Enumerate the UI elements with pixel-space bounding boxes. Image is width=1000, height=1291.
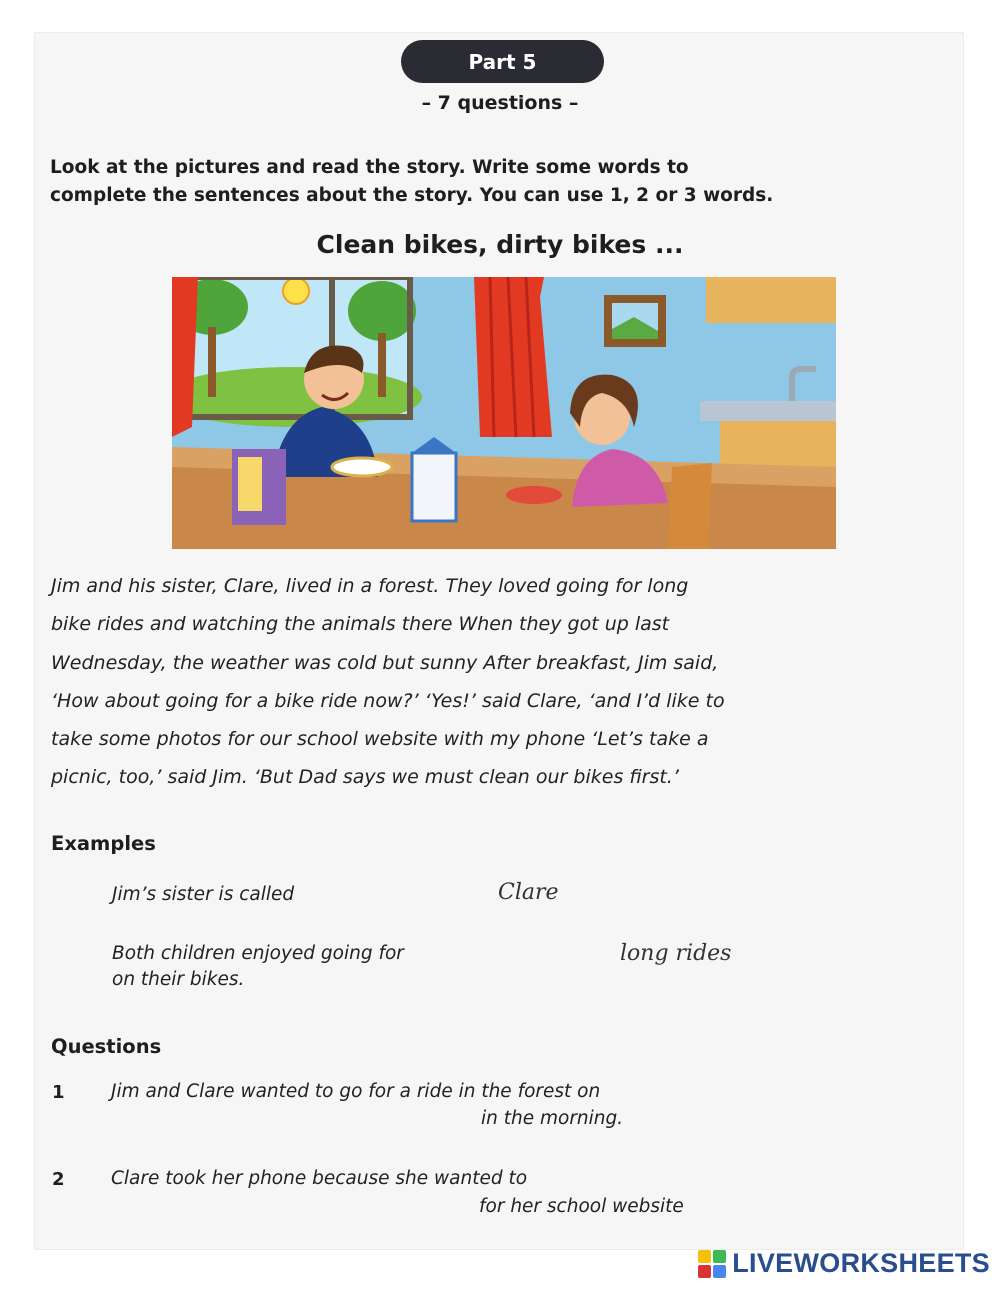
sun-icon: [283, 278, 309, 304]
story-line: Jim and his sister, Clare, lived in a forest. They loved going for long: [51, 575, 689, 597]
instructions-line: complete the sentences about the story. You can use 1, 2 or 3 words.: [50, 185, 774, 206]
story-text: [51, 567, 971, 797]
question-2-line: Clare took her phone because she wanted to: [111, 1168, 528, 1189]
liveworksheets-logo[interactable]: [698, 1248, 990, 1279]
story-line: ‘How about going for a bike ride now?’ ‘Yes!’ said Clare, ‘and I’d like to: [51, 689, 725, 712]
question-2-line: for her school website: [479, 1196, 684, 1217]
story-title: Clean bikes, dirty bikes ...: [316, 230, 684, 259]
brand-name: LIVEWORKSHEETS: [732, 1248, 990, 1278]
milk-carton-icon: [412, 437, 456, 521]
cupboard: [706, 277, 836, 323]
story-line: picnic, too,’ said Jim. ‘But Dad says we must clean our bikes first.’: [51, 766, 679, 789]
question-count: – 7 questions –: [421, 92, 579, 114]
bowl-icon: [506, 486, 562, 504]
examples-heading: Examples: [51, 832, 156, 855]
example-1-sentence: Jim’s sister is called: [112, 884, 295, 905]
question-1-line: Jim and Clare wanted to go for a ride in the forest on: [111, 1081, 601, 1102]
question-1-line: in the morning.: [481, 1108, 624, 1129]
tree-icon: [348, 281, 416, 341]
story-line: take some photos for our school website with my phone ‘Let’s take a: [51, 728, 709, 751]
example-2-line: on their bikes.: [112, 969, 245, 990]
question-2-number: 2: [52, 1169, 65, 1190]
questions-heading: Questions: [51, 1035, 162, 1058]
instructions: [50, 154, 970, 210]
example-2-sentence: [112, 941, 404, 993]
example-2-line: Both children enjoyed going for: [112, 943, 404, 964]
cereal-box-icon: [232, 449, 286, 525]
story-line: Wednesday, the weather was cold but sunny After breakfast, Jim said,: [51, 651, 719, 674]
sink: [700, 401, 836, 421]
cereal-bowl-icon: [332, 458, 392, 476]
story-line: bike rides and watching the animals there When they got up last: [51, 613, 670, 636]
logo-grid-icon: [698, 1250, 726, 1278]
example-1-answer: Clare: [498, 880, 559, 905]
chair: [668, 463, 712, 549]
question-1-number: 1: [52, 1082, 65, 1103]
part-label-badge: Part 5: [401, 40, 604, 83]
instructions-line: Look at the pictures and read the story. Write some words to: [50, 157, 689, 178]
breakfast-illustration: [172, 277, 836, 549]
example-2-answer: long rides: [620, 941, 732, 966]
window: [172, 277, 422, 427]
